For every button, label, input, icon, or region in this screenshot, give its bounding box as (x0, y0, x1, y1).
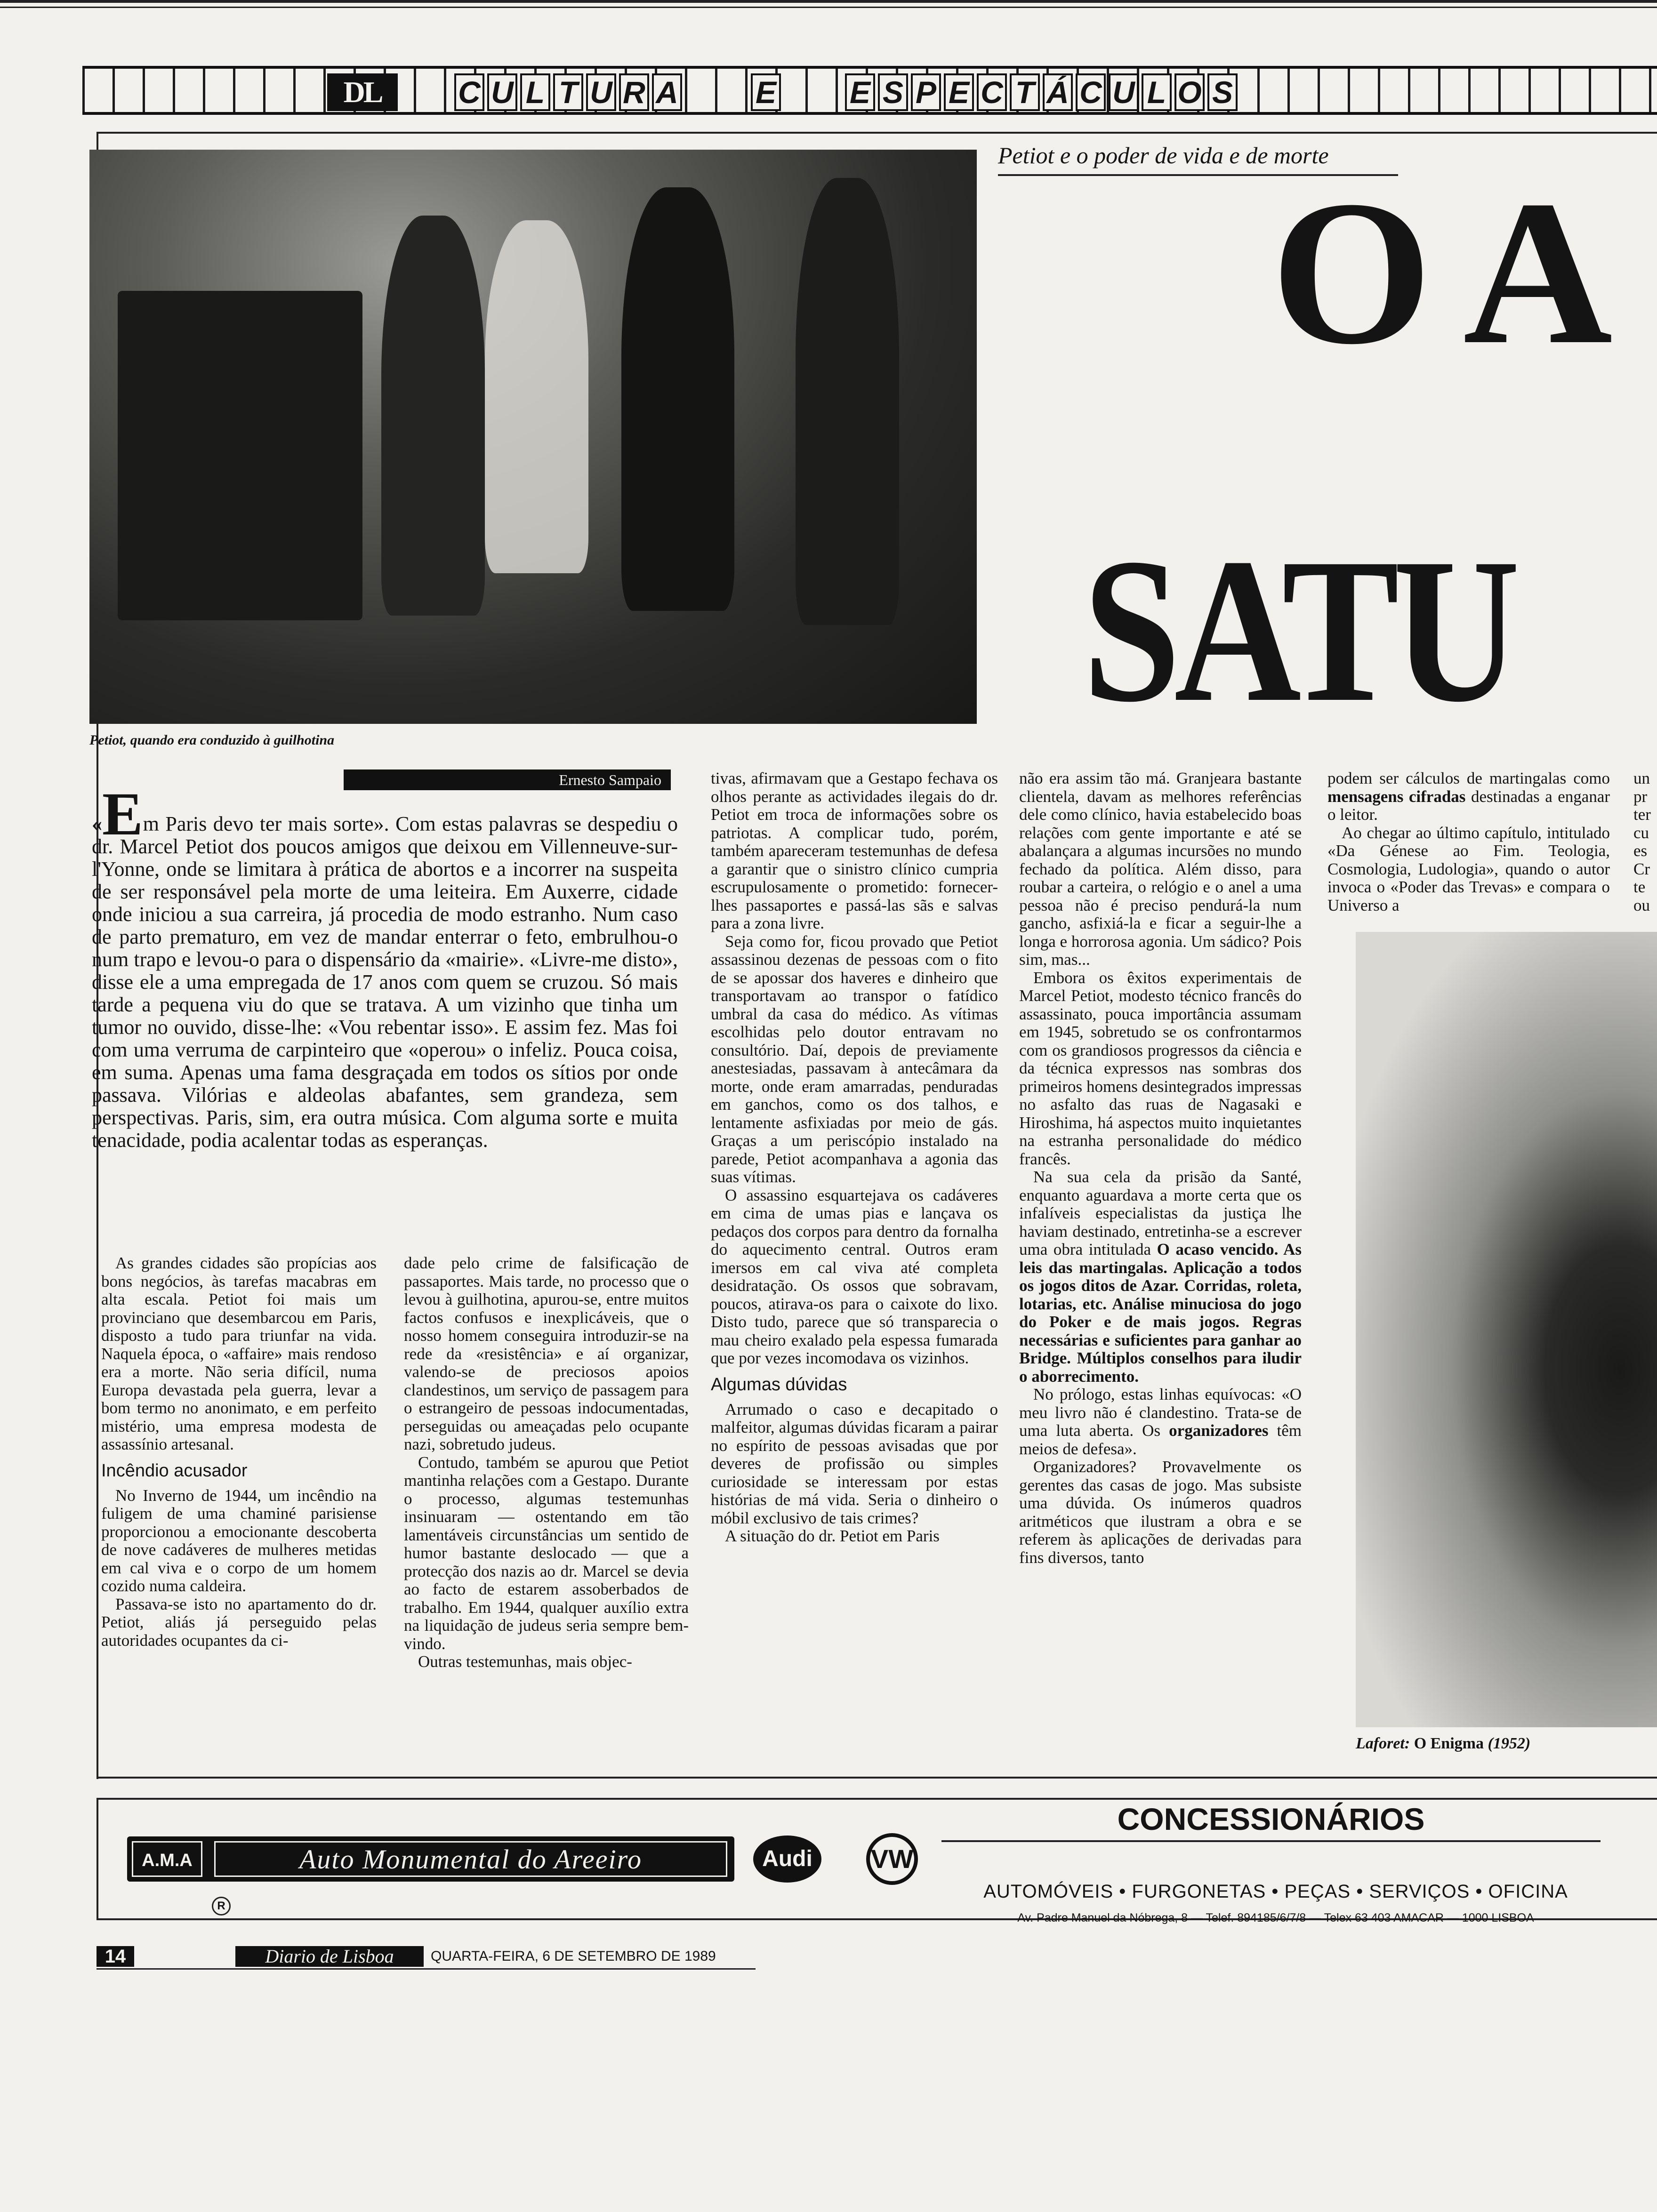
bold-run: organizadores (1169, 1421, 1269, 1440)
paragraph: Contudo, também se apurou que Petiot mantinha relações com a Gestapo. Durante o processo, algumas testemunhas insinuaram — ostentando em tão lamentáveis circunstâncias um sentido de humor bastante deslocado — que a protecção dos nazis ao dr. Marcel se devia ao facto de estarem assoberbados de trabalho. Em 1944, qualquer auxílio extra na liquidação de judeus seria sempre bem-vindo. (404, 1453, 689, 1653)
paragraph: As grandes cidades são propícias aos bons negócios, às tarefas macabras em alta escala. Petiot foi mais um provinciano que desembarcou em Paris, disposto a tudo para triunfar na vida. Naquela época, o «affaire» mais rendoso era a morte. Não seria difícil, numa Europa devastada pela guerra, levar a bom termo no anonimato, e em perfeito mistério, uma empresa modesta de assassínio artesanal. (101, 1254, 377, 1453)
banner-word-e (751, 73, 784, 111)
lead-text: m Paris devo ter mais sorte». Com estas palavras se despediu o dr. Marcel Petiot dos poucos amigos que deixou em Villenneuve-sur-l'Yonne, onde se limitara à prática de abortos e a incorrer na suspeita de ser responsável pela morte de uma leiteira. Em Auxerre, cidade onde iniciou a sua carreira, já procedia de modo estranho. Num caso de parto prematuro, em vez de mandar enterrar o feto, embrulhou-o num trapo e levou-o para o dispensário da «mairie». «Livre-me disto», disse ele a uma empregada de 17 anos com quem se cruzou. Só mais tarde a pequena viu do que se tratava. A um vizinho que tinha um tumor no ouvido, disse-lhe: «Vou rebentar isso». E assim fez. Mas foi com uma verruma de carpinteiro que «operou» o infeliz. Pouca coisa, em suma. Apenas uma fama desgraçada em todos os sítios por onde passava. Vilórias e aldeolas abafantes, sem grandeza, sem perspectivas. Paris, sim, era outra música. Com alguma sorte e muita tenacidade, podia acalentar todas as esperanças. (92, 812, 678, 1152)
banner-letter: T (553, 73, 583, 111)
banner-letter: E (751, 73, 781, 111)
byline: Ernesto Sampaio (344, 769, 671, 790)
banner-letter: A (652, 73, 682, 111)
ad-title-rule (941, 1840, 1601, 1842)
top-rule-thin (0, 7, 1657, 8)
photo-caption: Petiot, quando era conduzido à guilhotina (89, 732, 335, 748)
paragraph: Arrumado o caso e decapitado o malfeitor, algumas dúvidas ficaram a pairar no espírito de pessoas avisadas que por deveres de profissão ou simples curiosidade se interessam por estas histórias de má vida. Seria o dinheiro o móbil exclusivo de tais crimes? (711, 1400, 998, 1527)
paragraph: tivas, afirmavam que a Gestapo fechava os olhos perante as actividades ilegais do dr. Petiot em troca de informações sobre os patriotas. A complicar tudo, porém, também apareceram testemunhas de defesa a garantir que o sinistro clínico cumpria escrupulosamente o prometido: fornecer-lhes passaportes e passá-las sãs e salvas para a zona livre. (711, 769, 998, 932)
banner-letter: C (1076, 73, 1106, 111)
body-column-3 (711, 769, 998, 1546)
audi-logo: Audi (753, 1835, 821, 1883)
paragraph: Ao chegar ao último capítulo, intitulado «Da Génese ao Fim. Teologia, Cosmologia, Ludologia», quando o autor invoca o «Poder das Trevas» e compara o Universo a (1327, 823, 1610, 914)
newspaper-name: Diario de Lisboa (235, 1946, 424, 1967)
body-column-5 (1327, 769, 1610, 914)
registered-icon: R (212, 1897, 231, 1915)
cropped-line: ou (1633, 896, 1650, 914)
cropped-line: te (1633, 878, 1646, 896)
text-run: têm meios de defesa». (1019, 1421, 1302, 1458)
body-column-4 (1019, 769, 1302, 1567)
book-title: O acaso vencido. As leis das martingalas. Aplicação a todos os jogos ditos de Azar. Corridas, roleta, lotarias, etc. Análise minuciosa do jogo do Poker e de mais jogos. Regras necessárias e suficientes para ganhar ao Bridge. Múltiplos conselhos para iludir o aborrecimento. (1019, 1240, 1302, 1386)
paragraph: não era assim tão má. Granjeara bastante clientela, davam as melhores referências dele como clínico, havia estabelecido boas relações com gente importante e até se abalançara a algumas incursões no mundo fechado da política. Além disso, para roubar a carteira, o relógio e o anel a uma pessoa não é preciso pendurá-la num gancho, asfixiá-la e ficar a seguir-lhe a longa e horrorosa agonia. Um sádico? Pois sim, mas... (1019, 769, 1302, 969)
paragraph: dade pelo crime de falsificação de passaportes. Mais tarde, no processo que o levou à guilhotina, apurou-se, entre muitos factos confusos e inexplicáveis, que o nosso homem conseguira introduzir-se na rede da «resistência» e aí organizar, valendo-se de preciosos apoios clandestinos, um serviço de passagem para o estrangeiro de pessoas indocumentadas, perseguidas ou ameaçadas pelo ocupante nazi, sobretudo judeus. (404, 1254, 689, 1453)
body-column-6-cropped (1633, 769, 1657, 914)
paragraph (1327, 769, 1610, 824)
paragraph: Embora os êxitos experimentais de Marcel Petiot, modesto técnico francês do assassinato, pouca importância assumam em 1945, sobretudo se os confrontarmos com os grandiosos progressos da ciência e da técnica expressos nas sombras dos primeiros homens desintegrados impressas no asfalto das ruas de Nagasaki e Hiroshima, há aspectos muito inquietantes na estranha personalidade do médico francês. (1019, 968, 1302, 1168)
section-banner (82, 66, 1657, 115)
ad-address: Av. Padre Manuel da Nóbrega, 8 — Telef. 894185/6/7/8 — Telex 63 403 AMACAR — 1000 LISBOA (1017, 1911, 1534, 1924)
banner-letter: Á (1043, 73, 1073, 111)
banner-letter: L (520, 73, 550, 111)
paragraph: A situação do dr. Petiot em Paris (725, 1527, 940, 1545)
banner-letter: O (1174, 73, 1205, 111)
banner-letter: L (1142, 73, 1172, 111)
cropped-line: cu (1633, 823, 1649, 842)
subheading-incendio: Incêndio acusador (101, 1460, 248, 1481)
vw-logo: VW (866, 1833, 918, 1885)
banner-word-cultura (454, 73, 685, 111)
kicker: Petiot e o poder de vida e de morte (998, 141, 1398, 176)
bold-run: mensagens cifradas (1327, 787, 1466, 806)
text-run: Na sua cela da prisão da Santé, enquanto aguardava a morte certa que os infalíveis especialistas da justiça lhe haviam destinado, entretinha-se a escrever uma obra intitulada (1019, 1168, 1302, 1258)
banner-letter: S (1207, 73, 1238, 111)
paragraph: No Inverno de 1944, um incêndio na fuligem de uma chaminé parisiense proporcionou a emocionante descoberta de nove cadáveres de mulheres metidas em cal viva e o corpo de um homem cozido numa caldeira. (101, 1486, 377, 1595)
paragraph (1019, 1168, 1302, 1386)
text-run: destinadas a enganar o leitor. (1327, 787, 1610, 824)
issue-date: QUARTA-FEIRA, 6 DE SETEMBRO DE 1989 (431, 1948, 716, 1964)
cropped-line: es (1633, 842, 1648, 860)
banner-letter: T (1010, 73, 1040, 111)
paragraph: Passava-se isto no apartamento do dr. Petiot, aliás já perseguido pelas autoridades ocupantes da ci- (101, 1595, 377, 1650)
ad-title: CONCESSIONÁRIOS (1117, 1802, 1425, 1836)
footer-rule (97, 1968, 756, 1970)
banner-letter: U (1109, 73, 1139, 111)
photo-laforet-enigma (1356, 932, 1657, 1727)
caption-work: O Enigma (1414, 1735, 1484, 1752)
paragraph: Organizadores? Provavelmente os gerentes das casas de jogo. Mas subsiste uma dúvida. Os inúmeros quadros aritméticos que ilustram a obra e se referem às aplicações de derivadas para fins diversos, tanto (1019, 1458, 1302, 1567)
cropped-line: pr (1633, 787, 1648, 806)
body-column-2 (404, 1254, 689, 1671)
banner-letter: R (619, 73, 649, 111)
body-column-1 (101, 1254, 377, 1650)
cropped-line: un (1633, 769, 1650, 787)
top-rule (0, 0, 1657, 3)
banner-word-espectaculos (845, 73, 1240, 111)
banner-letter: P (911, 73, 941, 111)
banner-letter: E (944, 73, 974, 111)
subheading-duvidas: Algumas dúvidas (711, 1374, 847, 1395)
banner-letter: S (878, 73, 908, 111)
banner-letter: C (977, 73, 1007, 111)
caption-year: (1952) (1488, 1735, 1531, 1752)
banner-letter: C (454, 73, 484, 111)
photo-petiot-guillotine (89, 150, 977, 724)
lead-open-quote: « (92, 812, 102, 835)
paragraph: Seja como for, ficou provado que Petiot assassinou dezenas de pessoas com o fito de se apossar dos haveres e dinheiro que transportavam ao transpor o fatídico umbral da casa do médico. As vítimas escolhidas pelo doutor entravam no consultório. Daí, depois de previamente anestesiadas, passavam à antecâmara da morte, onde eram amarradas, penduradas em ganchos, como os dos talhos, e lentamente asfixiadas por meio de gás. Graças a um periscópio instalado na parede, Petiot acompanhava a agonia das suas vítimas. (711, 932, 998, 1186)
photo2-caption (1356, 1734, 1530, 1753)
text-run: podem ser cálculos de martingalas como (1327, 769, 1610, 787)
drop-cap: E (102, 780, 143, 848)
ama-code: A.M.A (132, 1841, 202, 1877)
banner-letter: U (487, 73, 517, 111)
cropped-line: ter (1633, 805, 1651, 824)
paragraph: Outras testemunhas, mais objec- (418, 1652, 632, 1671)
ama-dealer-name: Auto Monumental do Areeiro (214, 1841, 727, 1877)
ad-services: AUTOMÓVEIS • FURGONETAS • PEÇAS • SERVIÇOS • OFICINA (983, 1881, 1568, 1902)
text-run: No prólogo, estas linhas equívocas: «O meu livro não é clandestino. Trata-se de uma luta aberta. Os (1019, 1385, 1302, 1440)
paragraph: O assassino esquartejava os cadáveres em cima de umas pias e lançava os pedaços dos corpos para dentro da fornalha do aquecimento central. Outros eram imersos em cal viva até completa desidratação. Os ossos que sobravam, poucos, atirava-os para o caixote do lixo. Disto tudo, parece que só transparecia o mau cheiro exalado pela espessa fumarada que por vezes incomodava os vizinhos. (711, 1186, 998, 1367)
caption-artist: Laforet: (1356, 1735, 1410, 1752)
newspaper-logo: DL (327, 73, 398, 111)
paragraph (1019, 1386, 1302, 1458)
lead-paragraph (92, 780, 678, 1152)
headline-line-2: SATU (1083, 516, 1514, 745)
banner-letter: E (845, 73, 875, 111)
page-number: 14 (97, 1946, 134, 1967)
article-frame-bottom (97, 1777, 1657, 1779)
headline-line-1: O A (1271, 158, 1608, 387)
banner-letter: U (586, 73, 616, 111)
cropped-line: Cr (1633, 859, 1650, 878)
